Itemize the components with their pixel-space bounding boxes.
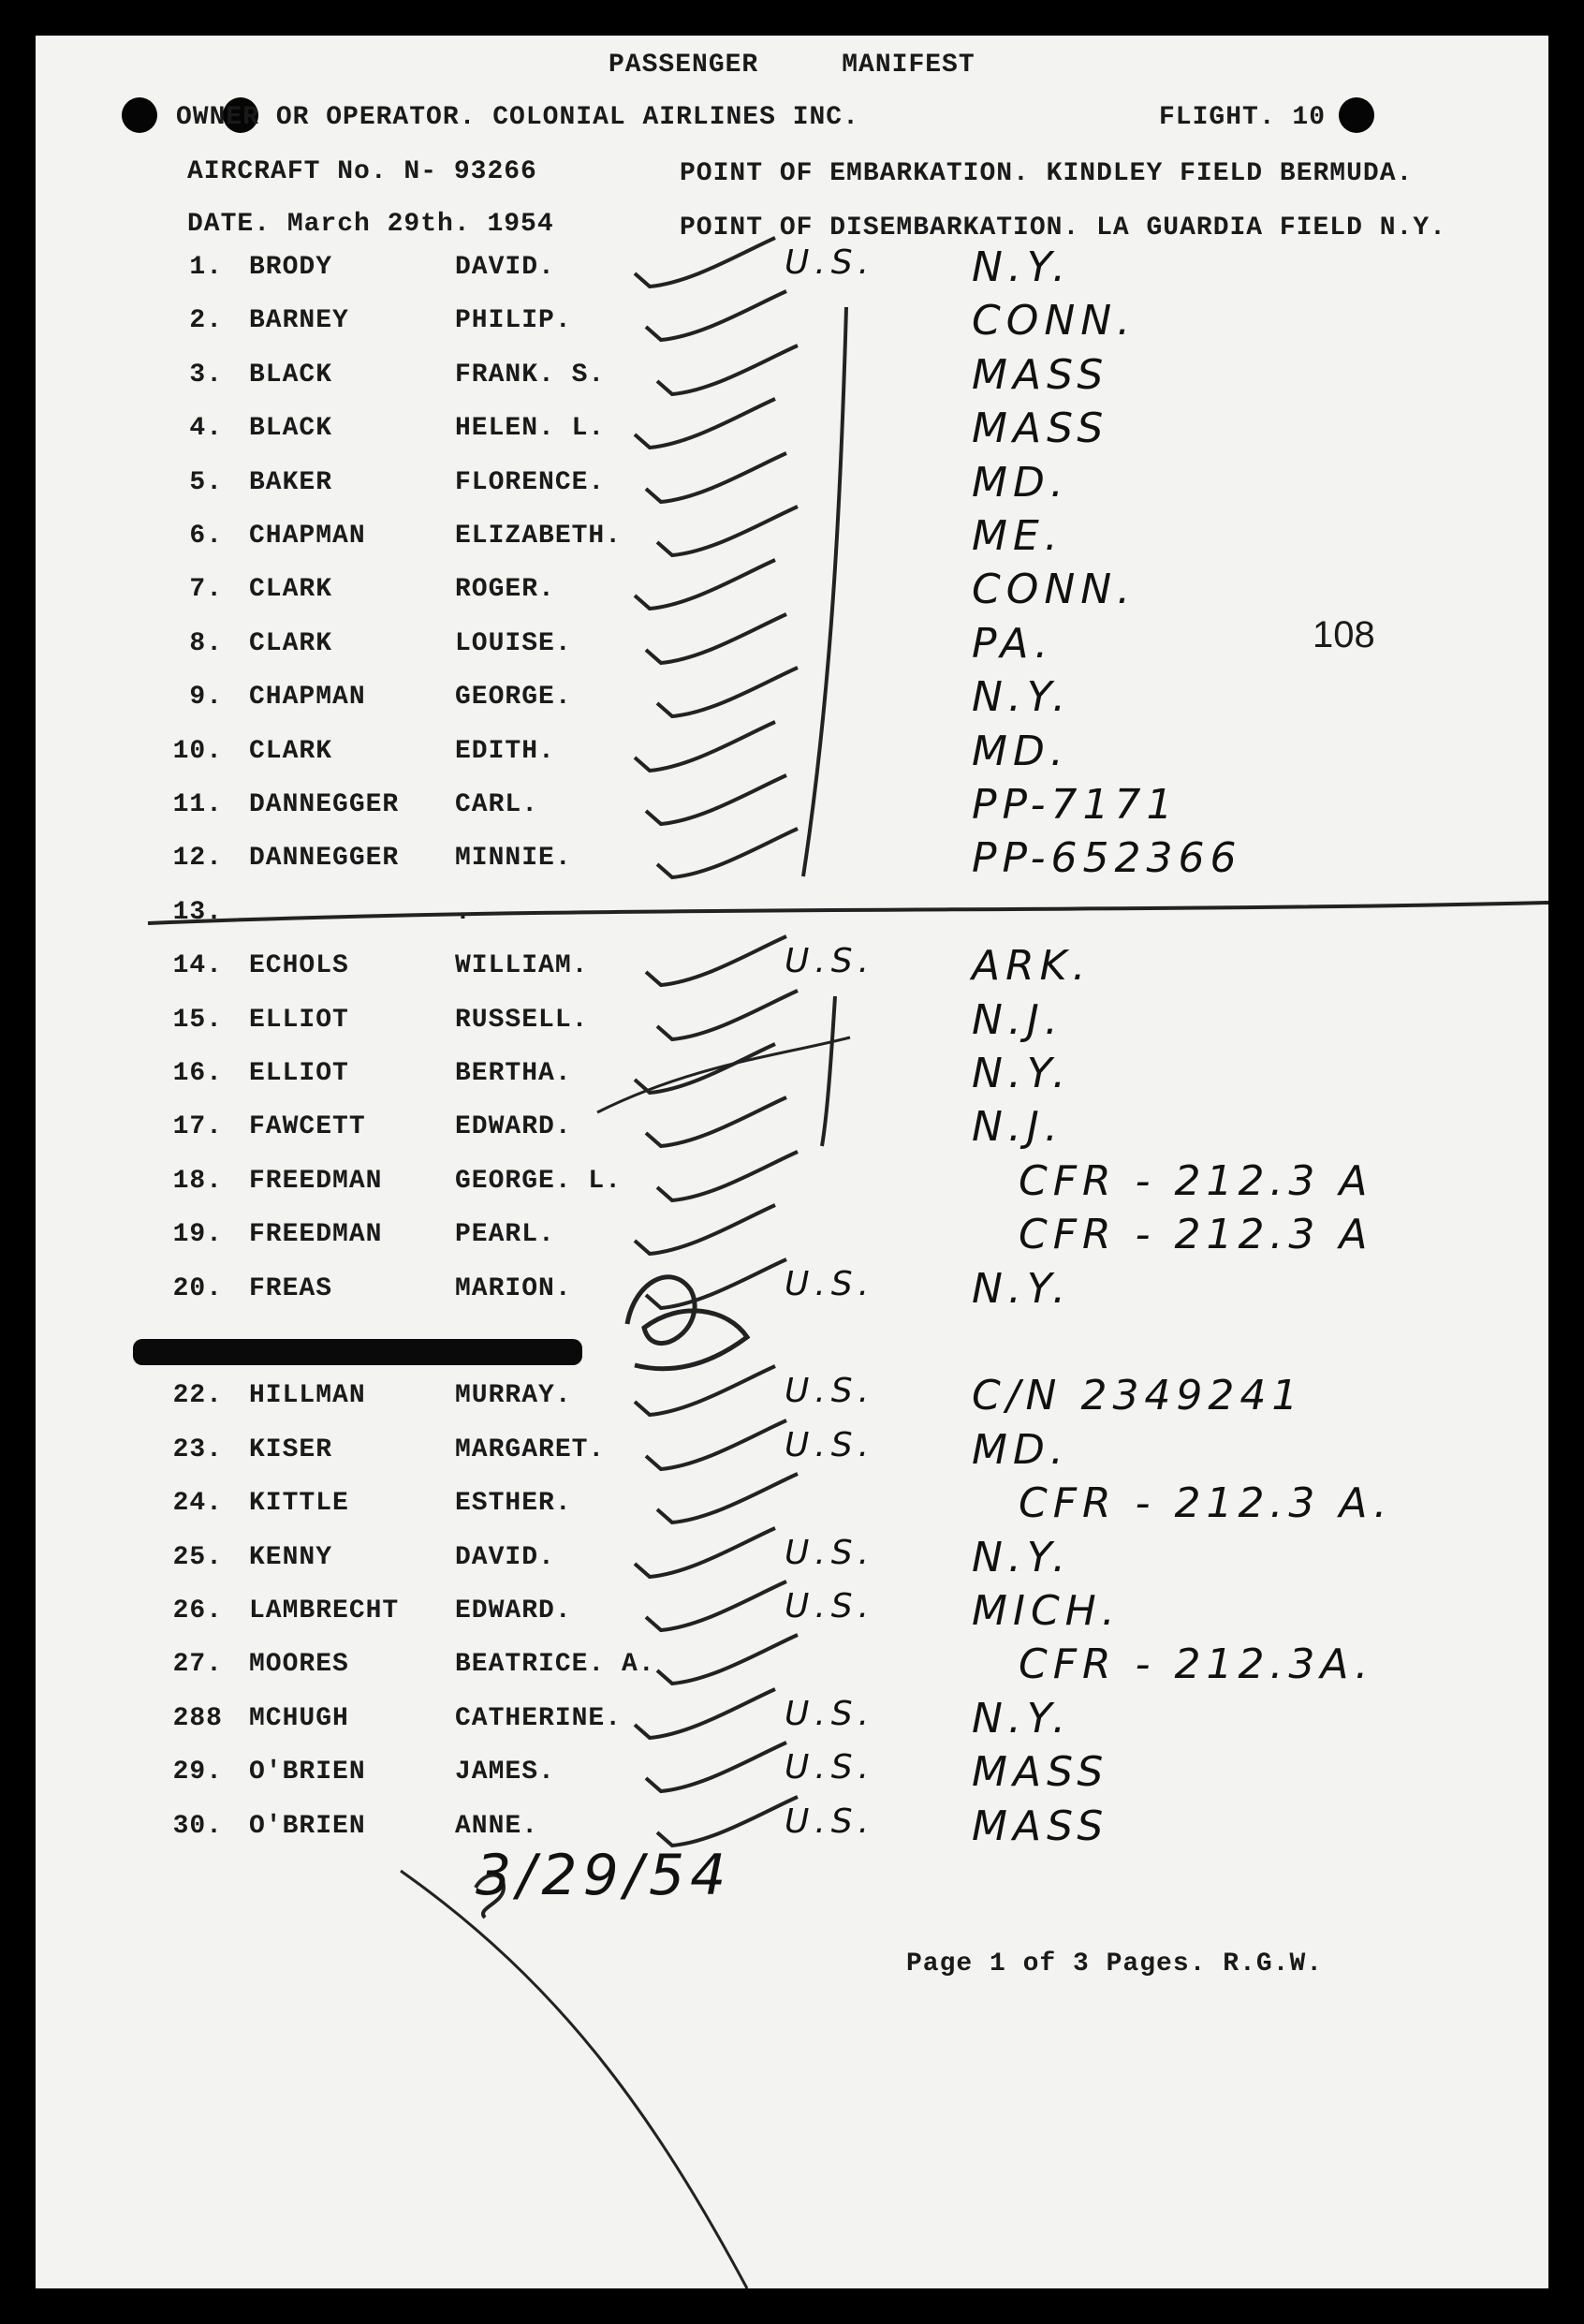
passenger-given-name: DAVID. xyxy=(455,1543,555,1572)
passenger-destination: CONN. xyxy=(972,297,1137,345)
passenger-surname: ECHOLS xyxy=(249,951,349,980)
passenger-given-name: LOUISE. xyxy=(455,629,572,658)
passenger-citizenship: U.S. xyxy=(785,1426,875,1464)
passenger-destination: PP-652366 xyxy=(972,834,1242,882)
passenger-citizenship: U.S. xyxy=(785,1534,875,1572)
passenger-surname: FREAS xyxy=(249,1274,333,1303)
flight-number: FLIGHT. 10 xyxy=(1159,103,1327,132)
passenger-number: 10. xyxy=(172,737,223,766)
passenger-citizenship: U.S. xyxy=(785,942,875,980)
passenger-given-name: GEORGE. L. xyxy=(455,1167,623,1196)
passenger-surname: BLACK xyxy=(249,414,333,443)
passenger-given-name: RUSSELL. xyxy=(455,1006,589,1035)
passenger-surname: ELLIOT xyxy=(249,1006,349,1035)
passenger-given-name: WILLIAM. xyxy=(455,951,589,980)
passenger-number: 13. xyxy=(172,898,223,927)
page-stamp-number: 108 xyxy=(1313,614,1375,655)
passenger-given-name: ANNE. xyxy=(455,1812,539,1841)
passenger-destination: N.Y. xyxy=(972,673,1072,721)
passenger-number: 26. xyxy=(172,1596,223,1625)
passenger-surname: FAWCETT xyxy=(249,1112,366,1141)
passenger-number: 16. xyxy=(172,1059,223,1088)
passenger-number: 24. xyxy=(172,1489,223,1518)
passenger-given-name: GEORGE. xyxy=(455,683,572,712)
passenger-given-name: . xyxy=(455,898,472,927)
passenger-destination: CFR - 212.3 A. xyxy=(1019,1479,1393,1527)
passenger-destination: PP-7171 xyxy=(972,781,1179,829)
passenger-number: 12. xyxy=(172,844,223,873)
passenger-destination: PA. xyxy=(972,620,1054,668)
passenger-surname: DANNEGGER xyxy=(249,844,400,873)
passenger-given-name: CARL. xyxy=(455,790,539,819)
passenger-surname: BRODY xyxy=(249,253,333,282)
passenger-citizenship: U.S. xyxy=(785,1587,875,1625)
passenger-number: 17. xyxy=(172,1112,223,1141)
passenger-surname: O'BRIEN xyxy=(249,1812,366,1841)
passenger-number: 19. xyxy=(172,1220,223,1249)
passenger-number: 14. xyxy=(172,951,223,980)
passenger-surname: ELLIOT xyxy=(249,1059,349,1088)
passenger-given-name: ELIZABETH. xyxy=(455,522,623,551)
point-of-embarkation: POINT OF EMBARKATION. KINDLEY FIELD BERMUDA. xyxy=(680,159,1414,188)
passenger-surname: MOORES xyxy=(249,1650,349,1679)
passenger-destination: MICH. xyxy=(972,1587,1121,1635)
passenger-destination: CFR - 212.3 A xyxy=(1019,1211,1373,1258)
passenger-number: 288 xyxy=(172,1704,223,1733)
passenger-number: 18. xyxy=(172,1167,223,1196)
passenger-number: 30. xyxy=(172,1812,223,1841)
passenger-citizenship: U.S. xyxy=(785,1695,875,1733)
passenger-number: 25. xyxy=(172,1543,223,1572)
signature-date: 3/29/54 xyxy=(476,1843,732,1908)
passenger-given-name: MURRAY. xyxy=(455,1381,572,1410)
passenger-number: 22. xyxy=(172,1381,223,1410)
passenger-given-name: ROGER. xyxy=(455,575,555,604)
passenger-destination: ARK. xyxy=(972,942,1092,990)
passenger-number: 5. xyxy=(189,468,223,497)
point-of-disembarkation: POINT OF DISEMBARKATION. LA GUARDIA FIELD N.Y. xyxy=(680,213,1446,243)
passenger-number: 6. xyxy=(189,522,223,551)
passenger-number: 7. xyxy=(189,575,223,604)
passenger-given-name: PEARL. xyxy=(455,1220,555,1249)
passenger-citizenship: U.S. xyxy=(785,1748,875,1787)
passenger-citizenship: U.S. xyxy=(785,1802,875,1841)
passenger-destination: N.J. xyxy=(972,1103,1063,1151)
passenger-given-name: EDWARD. xyxy=(455,1112,572,1141)
passenger-destination: N.Y. xyxy=(972,1050,1072,1097)
passenger-citizenship: U.S. xyxy=(785,243,875,282)
passenger-number: 20. xyxy=(172,1274,223,1303)
passenger-citizenship: U.S. xyxy=(785,1265,875,1303)
passenger-surname: BLACK xyxy=(249,360,333,390)
passenger-number: 11. xyxy=(172,790,223,819)
passenger-destination: N.Y. xyxy=(972,1534,1072,1581)
passenger-destination: MASS xyxy=(972,1802,1109,1850)
passenger-surname: CLARK xyxy=(249,737,333,766)
passenger-given-name: BEATRICE. A. xyxy=(455,1650,655,1679)
passenger-destination: MD. xyxy=(972,728,1069,775)
passenger-given-name: ESTHER. xyxy=(455,1489,572,1518)
passenger-given-name: MARGARET. xyxy=(455,1435,606,1464)
passenger-number: 29. xyxy=(172,1758,223,1787)
passenger-number: 3. xyxy=(189,360,223,390)
passenger-surname: FREEDMAN xyxy=(249,1167,383,1196)
passenger-destination: CONN. xyxy=(972,566,1137,613)
passenger-destination: MASS xyxy=(972,351,1109,399)
aircraft-number: AIRCRAFT No. N- 93266 xyxy=(187,157,537,186)
passenger-number: 27. xyxy=(172,1650,223,1679)
passenger-number: 15. xyxy=(172,1006,223,1035)
passenger-given-name: FLORENCE. xyxy=(455,468,606,497)
passenger-number: 8. xyxy=(189,629,223,658)
passenger-destination: N.Y. xyxy=(972,1265,1072,1313)
passenger-surname: CLARK xyxy=(249,575,333,604)
passenger-surname: LAMBRECHT xyxy=(249,1596,400,1625)
passenger-surname: KENNY xyxy=(249,1543,333,1572)
page-footer: Page 1 of 3 Pages. R.G.W. xyxy=(906,1949,1324,1978)
passenger-number: 23. xyxy=(172,1435,223,1464)
passenger-surname: KISER xyxy=(249,1435,333,1464)
passenger-given-name: PHILIP. xyxy=(455,306,572,335)
passenger-destination: C/N 2349241 xyxy=(972,1372,1304,1419)
passenger-given-name: BERTHA. xyxy=(455,1059,572,1088)
passenger-destination: CFR - 212.3 A xyxy=(1019,1157,1373,1205)
passenger-surname: BARNEY xyxy=(249,306,349,335)
passenger-number: 9. xyxy=(189,683,223,712)
passenger-destination: N.Y. xyxy=(972,243,1072,291)
passenger-surname: DANNEGGER xyxy=(249,790,400,819)
passenger-given-name: MINNIE. xyxy=(455,844,572,873)
passenger-given-name: EDWARD. xyxy=(455,1596,572,1625)
owner-operator: OWNER OR OPERATOR. COLONIAL AIRLINES INC. xyxy=(176,103,859,132)
passenger-given-name: FRANK. S. xyxy=(455,360,606,390)
passenger-destination: CFR - 212.3A. xyxy=(1019,1640,1374,1688)
passenger-citizenship: U.S. xyxy=(785,1372,875,1410)
passenger-destination: MD. xyxy=(972,459,1069,507)
passenger-destination: MASS xyxy=(972,1748,1109,1796)
passenger-surname: HILLMAN xyxy=(249,1381,366,1410)
passenger-given-name: HELEN. L. xyxy=(455,414,606,443)
passenger-destination: MD. xyxy=(972,1426,1069,1474)
passenger-surname: CHAPMAN xyxy=(249,683,366,712)
passenger-surname: CLARK xyxy=(249,629,333,658)
passenger-surname: CHAPMAN xyxy=(249,522,366,551)
passenger-surname: FREEDMAN xyxy=(249,1220,383,1249)
manifest-date: DATE. March 29th. 1954 xyxy=(187,210,554,239)
passenger-destination: MASS xyxy=(972,404,1109,452)
passenger-surname: KITTLE xyxy=(249,1489,349,1518)
passenger-destination: N.Y. xyxy=(972,1695,1072,1743)
passenger-given-name: DAVID. xyxy=(455,253,555,282)
passenger-number: 4. xyxy=(189,414,223,443)
passenger-given-name: CATHERINE. xyxy=(455,1704,623,1733)
passenger-surname: MCHUGH xyxy=(249,1704,349,1733)
manifest-title: PASSENGER MANIFEST xyxy=(609,51,975,80)
passenger-number: 1. xyxy=(189,253,223,282)
passenger-destination: ME. xyxy=(972,512,1063,560)
passenger-given-name: EDITH. xyxy=(455,737,555,766)
passenger-given-name: MARION. xyxy=(455,1274,572,1303)
passenger-number: 2. xyxy=(189,306,223,335)
passenger-destination: N.J. xyxy=(972,996,1063,1044)
manifest-page xyxy=(36,36,1548,2288)
passenger-given-name: JAMES. xyxy=(455,1758,555,1787)
passenger-surname: O'BRIEN xyxy=(249,1758,366,1787)
passenger-surname: BAKER xyxy=(249,468,333,497)
